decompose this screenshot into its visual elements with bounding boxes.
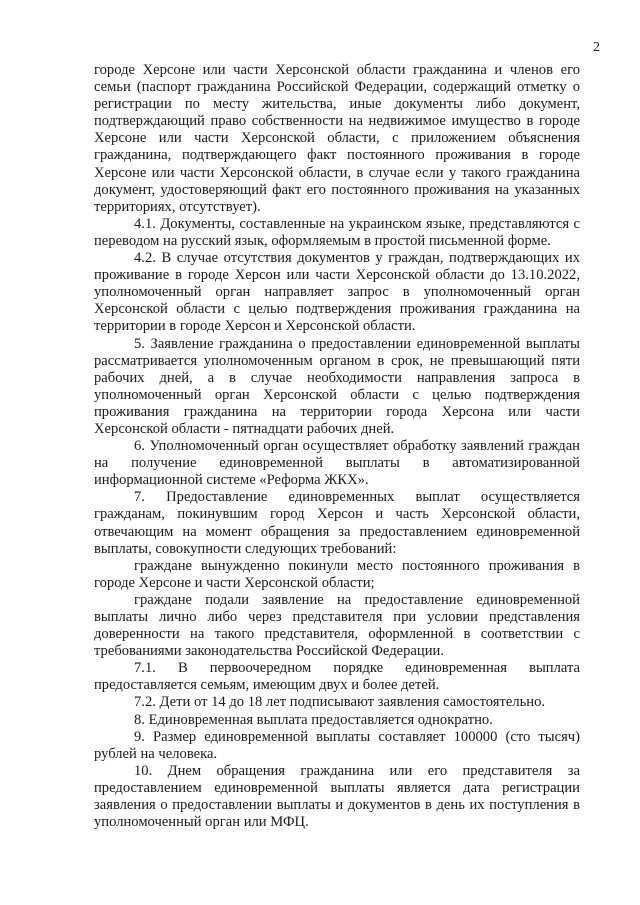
paragraph-10: 10. Днем обращения гражданина или его представителя за предоставлением единовременной выплаты является дата регистрации заявления о предоставлении выплаты и документов в день их поступления в уполномоченный орган или МФЦ.: [94, 762, 580, 831]
paragraph-7-1: 7.1. В первоочередном порядке единовременная выплата предоставляется семьям, имеющим двух и более детей.: [94, 660, 580, 694]
document-body: [94, 62, 580, 831]
paragraph-8: 8. Единовременная выплата предоставляется однократно.: [134, 711, 493, 728]
paragraph-continuation: городе Херсоне или части Херсонской области гражданина и членов его семьи (паспорт гражданина Российской Федерации, содержащий отметку о регистрации по месту жительства, иные документы либо документ, подтверждающий право собственности на недвижимое имущество в городе Херсоне или части Херсонской области, с приложением объяснения гражданина, подтверждающего факт постоянного проживания в городе Херсоне или части Херсонской области, в случае если у такого гражданина документ, удостоверяющий факт его постоянного проживания на указанных территориях, отсутствует).: [94, 62, 580, 215]
paragraph-4-1: 4.1. Документы, составленные на украинском языке, представляются с переводом на русский язык, оформляемым в простой письменной форме.: [94, 215, 580, 249]
paragraph-4-2: 4.2. В случае отсутствия документов у граждан, подтверждающих их проживание в городе Херсон или части Херсонской области до 13.10.2022, уполномоченный орган направляет запрос в уполномоченный орган Херсонской области с целью подтверждения проживания гражданина на территории в городе Херсон и Херсонской области.: [94, 250, 580, 335]
paragraph-7-2: 7.2. Дети от 14 до 18 лет подписывают заявления самостоятельно.: [134, 694, 546, 711]
paragraph-7-requirement-b: граждане подали заявление на предоставление единовременной выплаты лично либо через представителя при условии представления доверенности на такого представителя, оформленной в соответствии с требованиями законодательства Российской Федерации.: [94, 591, 580, 660]
page-number: 2: [593, 40, 600, 55]
paragraph-9: 9. Размер единовременной выплаты составляет 100000 (сто тысяч) рублей на человека.: [94, 728, 580, 762]
paragraph-6: 6. Уполномоченный орган осуществляет обработку заявлений граждан на получение единовременной выплаты в автоматизированной информационной системе «Реформа ЖКХ».: [94, 438, 580, 489]
paragraph-7: 7. Предоставление единовременных выплат осуществляется гражданам, покинувшим город Херсон и часть Херсонской области, отвечающим на момент обращения за предоставлением единовременной выплаты, совокупности следующих требований:: [94, 489, 580, 557]
paragraph-5: 5. Заявление гражданина о предоставлении единовременной выплаты рассматривается уполномоченным органом в срок, не превышающий пяти рабочих дней, а в случае необходимости направления запроса в уполномоченный орган Херсонской области с целью подтверждения проживания гражданина на территории города Херсона или части Херсонской области - пятнадцати рабочих дней.: [94, 335, 580, 437]
paragraph-7-requirement-a: граждане вынужденно покинули место постоянного проживания в городе Херсоне и части Херсонской области;: [94, 557, 580, 591]
